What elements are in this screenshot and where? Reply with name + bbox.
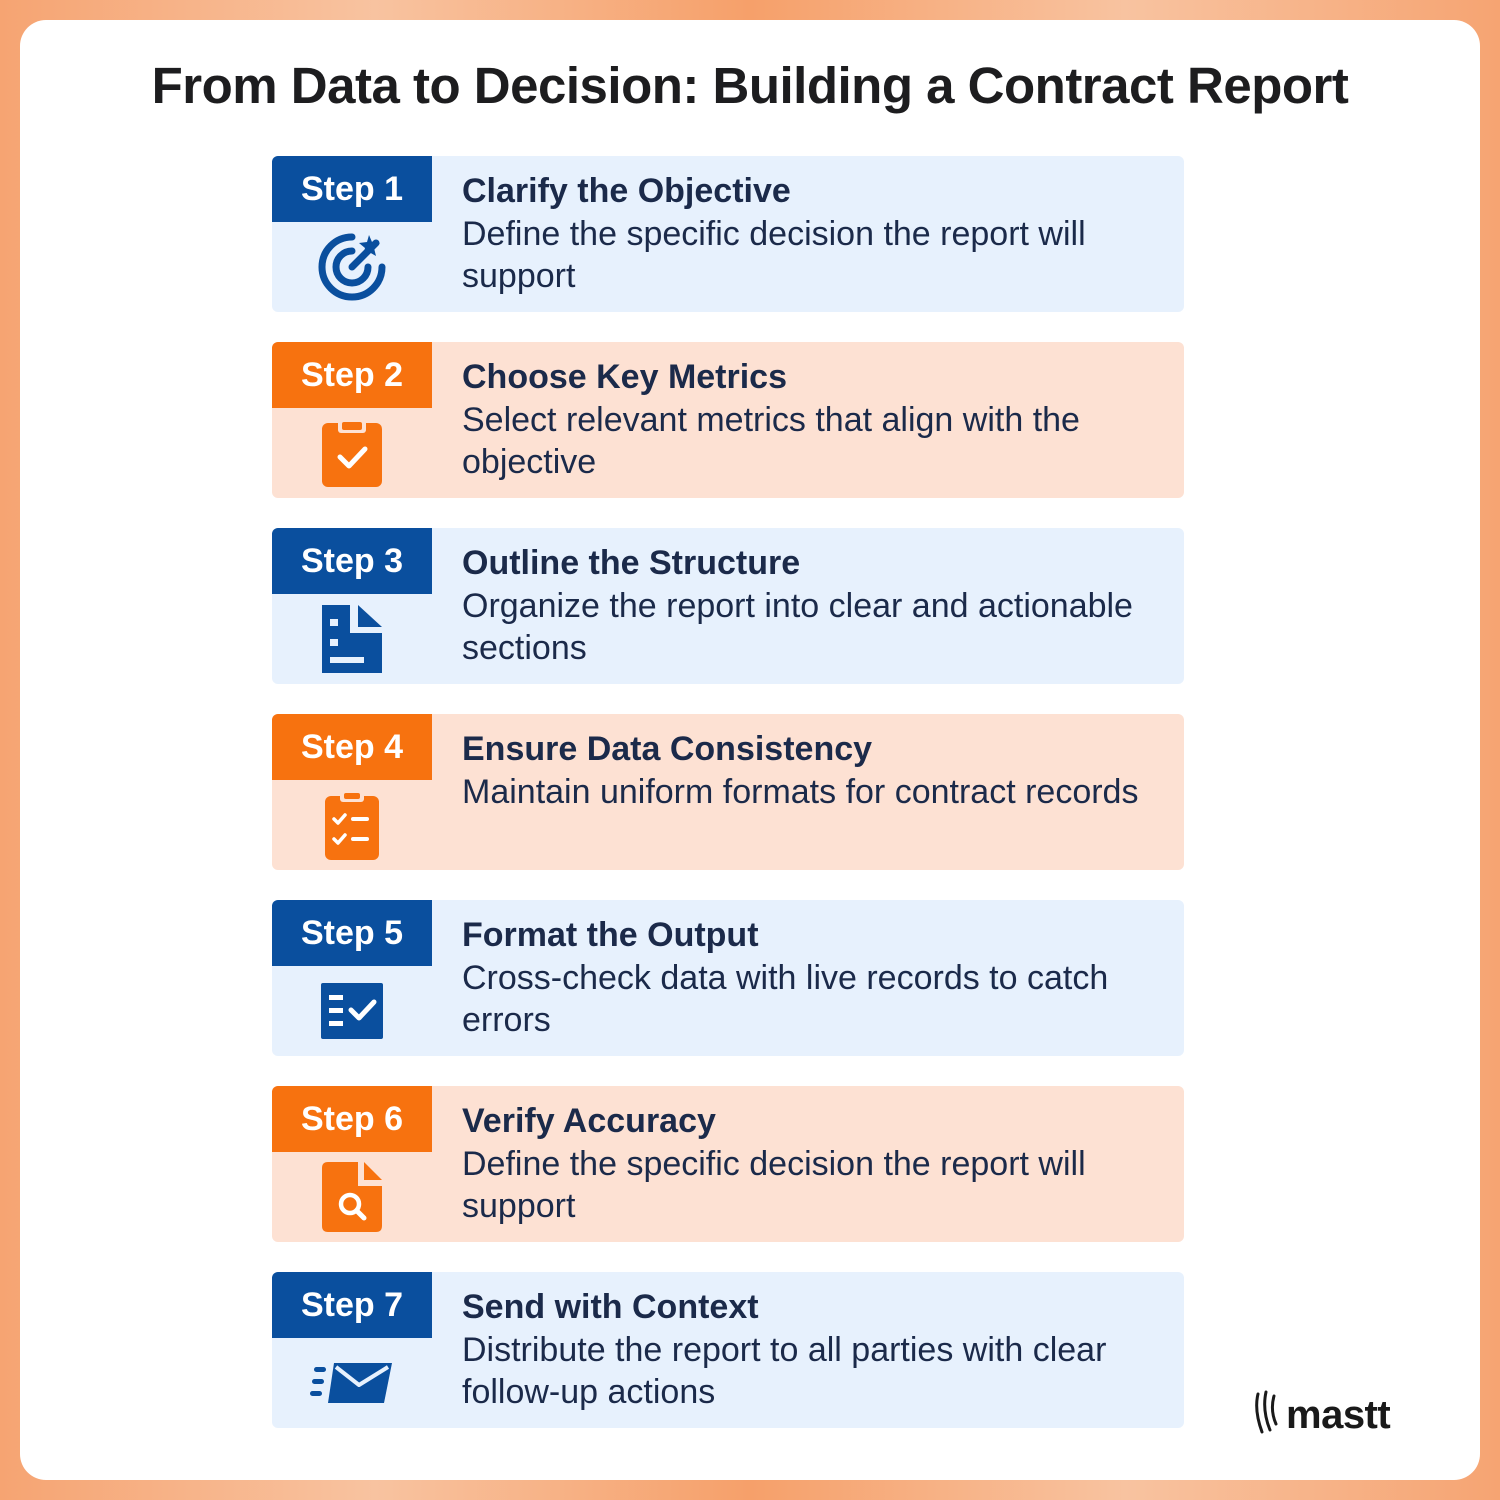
step-description: Define the specific decision the report will support: [462, 1145, 1086, 1225]
step-title: Outline the Structure: [462, 544, 801, 582]
step-description: Cross-check data with live records to catch errors: [462, 959, 1109, 1039]
step-badge: Step 4: [272, 714, 432, 780]
step-title: Clarify the Objective: [462, 172, 791, 210]
document-search-icon: [310, 1158, 394, 1236]
step-badge: Step 2: [272, 342, 432, 408]
step-card-2: [272, 342, 1184, 498]
list-check-icon: [310, 972, 394, 1050]
step-badge: Step 6: [272, 1086, 432, 1152]
step-title: Send with Context: [462, 1288, 759, 1326]
step-description: Maintain uniform formats for contract records: [462, 773, 1139, 811]
step-card-6: [272, 1086, 1184, 1242]
clipboard-check-icon: [310, 414, 394, 492]
step-card-7: [272, 1272, 1184, 1428]
step-description: Distribute the report to all parties with clear follow-up actions: [462, 1331, 1107, 1411]
logo-text: mastt: [1286, 1392, 1391, 1437]
step-badge: Step 3: [272, 528, 432, 594]
step-badge: Step 1: [272, 156, 432, 222]
step-title: Verify Accuracy: [462, 1102, 716, 1140]
send-mail-icon: [310, 1344, 394, 1422]
page-title: From Data to Decision: Building a Contract Report: [151, 57, 1349, 114]
mastt-logo: [1252, 1392, 1390, 1438]
document-outline-icon: [310, 600, 394, 678]
target-icon: [310, 228, 394, 306]
step-description: Define the specific decision the report will support: [462, 215, 1086, 295]
step-description: Select relevant metrics that align with the objective: [462, 401, 1080, 481]
step-badge: Step 7: [272, 1272, 432, 1338]
step-card-5: [272, 900, 1184, 1056]
checklist-clipboard-icon: [310, 786, 394, 864]
step-card-4: [272, 714, 1184, 870]
step-card-1: [272, 156, 1184, 312]
step-title: Ensure Data Consistency: [462, 730, 873, 768]
step-description: Organize the report into clear and actionable sections: [462, 587, 1133, 667]
mastt-logo-icon: [1252, 1390, 1282, 1441]
step-card-3: [272, 528, 1184, 684]
step-title: Format the Output: [462, 916, 759, 954]
step-badge: Step 5: [272, 900, 432, 966]
step-title: Choose Key Metrics: [462, 358, 787, 396]
